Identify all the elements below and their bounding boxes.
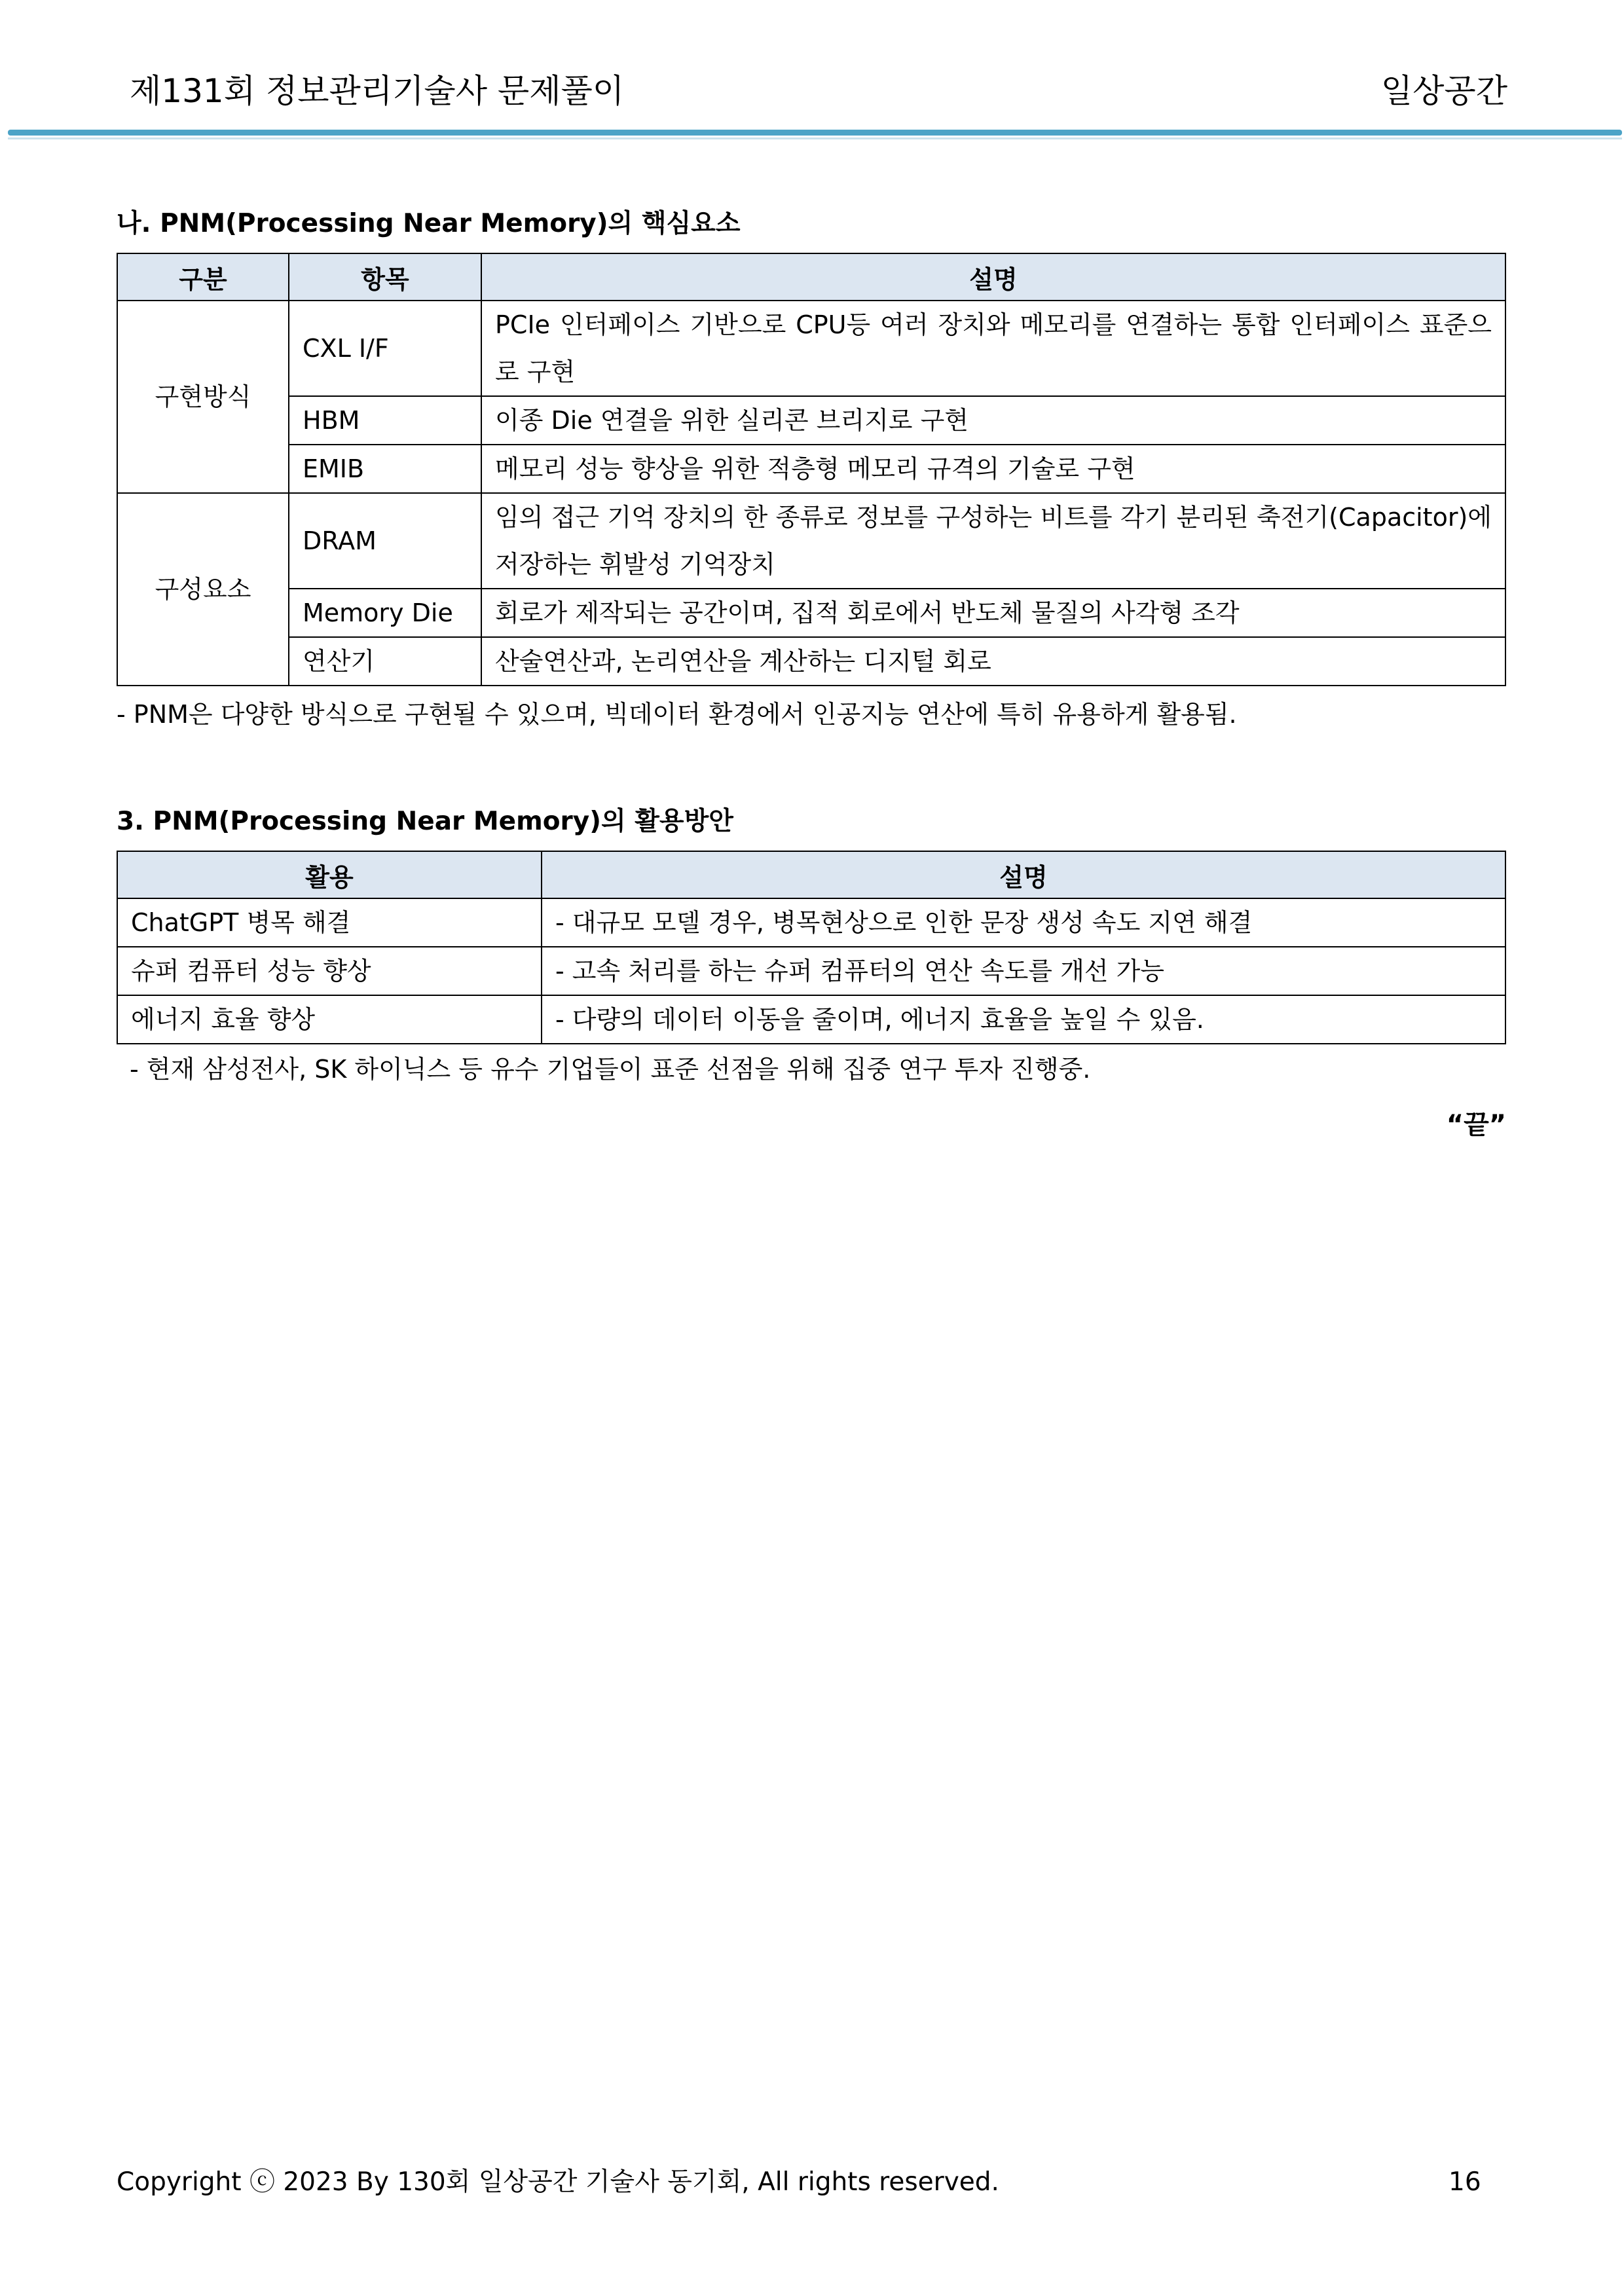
group-cell-components: 구성요소 [117,493,289,686]
description-cell: - 대규모 모델 경우, 병목현상으로 인한 문장 생성 속도 지연 해결 [542,898,1505,947]
table-row [117,898,1505,947]
use-cell: 에너지 효율 향상 [117,995,542,1044]
table-header-row [117,851,1505,898]
use-cases-table [117,851,1506,1044]
item-cell: HBM [289,396,481,445]
item-cell: Memory Die [289,589,481,637]
use-cell: ChatGPT 병목 해결 [117,898,542,947]
description-cell: 산술연산과, 논리연산을 계산하는 디지털 회로 [481,637,1505,686]
item-cell: DRAM [289,493,481,589]
item-cell: EMIB [289,445,481,493]
core-elements-table [117,253,1506,686]
item-cell: 연산기 [289,637,481,686]
item-cell: CXL I/F [289,301,481,396]
table-row [117,493,1505,589]
description-cell: - 고속 처리를 하는 슈퍼 컴퓨터의 연산 속도를 개선 가능 [542,947,1505,995]
document-header-brand: 일상공간 [1380,72,1507,110]
table-row [117,637,1505,686]
table-row [117,995,1505,1044]
document-header-title: 제131회 정보관리기술사 문제풀이 [130,72,625,110]
section-title-use-cases: 3. PNM(Processing Near Memory)의 활용방안 [117,807,733,836]
end-mark: “끝” [1446,1110,1506,1140]
core-elements-note: - PNM은 다양한 방식으로 구현될 수 있으며, 빅데이터 환경에서 인공지능 연산에 특히 유용하게 활용됨. [117,700,1237,729]
header-divider [8,130,1622,136]
description-cell: 회로가 제작되는 공간이며, 집적 회로에서 반도체 물질의 사각형 조각 [481,589,1505,637]
use-cell: 슈퍼 컴퓨터 성능 향상 [117,947,542,995]
column-header-description: 설명 [542,851,1505,898]
table-row [117,396,1505,445]
column-header-item: 항목 [289,253,481,301]
page-number: 16 [1449,2167,1481,2197]
description-cell: 이종 Die 연결을 위한 실리콘 브리지로 구현 [481,396,1505,445]
use-cases-note: - 현재 삼성전사, SK 하이닉스 등 유수 기업들이 표준 선점을 위해 집중 연구 투자 진행중. [130,1055,1091,1084]
column-header-use: 활용 [117,851,542,898]
header-divider-shadow [8,138,1622,139]
description-cell: - 다량의 데이터 이동을 줄이며, 에너지 효율을 높일 수 있음. [542,995,1505,1044]
table-header-row [117,253,1505,301]
column-header-description: 설명 [481,253,1505,301]
description-cell: 임의 접근 기억 장치의 한 종류로 정보를 구성하는 비트를 각기 분리된 축전기(Capacitor)에 저장하는 휘발성 기억장치 [481,493,1505,589]
table-row [117,301,1505,396]
footer-copyright: Copyright ⓒ 2023 By 130회 일상공간 기술사 동기회, All rights reserved. [117,2167,999,2197]
description-cell: PCIe 인터페이스 기반으로 CPU등 여러 장치와 메모리를 연결하는 통합 인터페이스 표준으로 구현 [481,301,1505,396]
group-cell-implementation: 구현방식 [117,301,289,493]
table-row [117,589,1505,637]
section-title-core-elements: 나. PNM(Processing Near Memory)의 핵심요소 [117,209,741,238]
table-row [117,445,1505,493]
table-row [117,947,1505,995]
description-cell: 메모리 성능 향상을 위한 적층형 메모리 규격의 기술로 구현 [481,445,1505,493]
column-header-category: 구분 [117,253,289,301]
